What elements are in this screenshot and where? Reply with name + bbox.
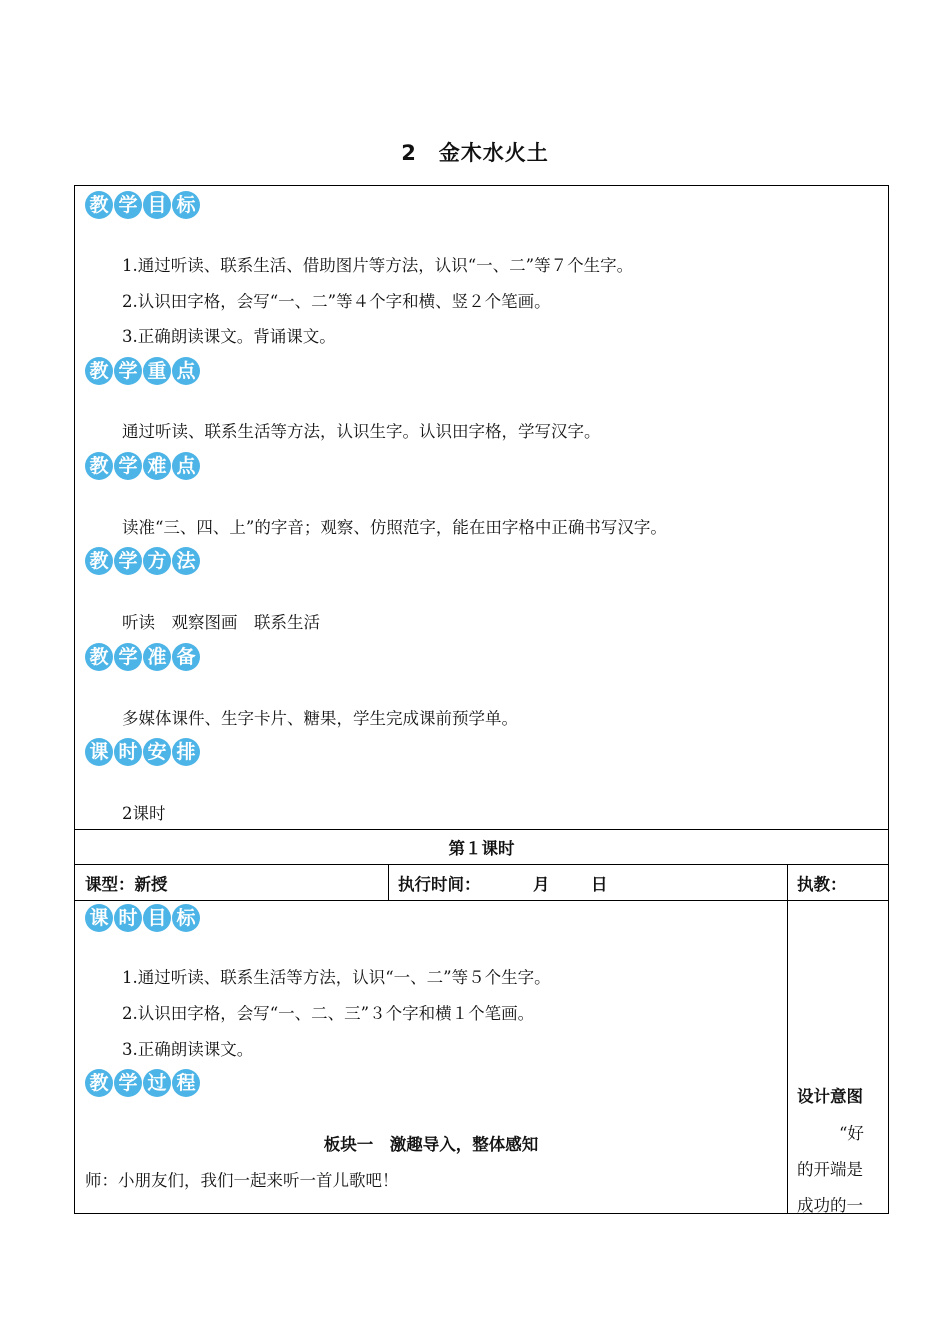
teaching-goals-badge: 教 学 目 标 xyxy=(85,191,200,219)
design-intent-line: “好 xyxy=(839,1124,864,1143)
page-title: 2 金木水火土 xyxy=(401,141,549,165)
design-intent-line: 的开端是 xyxy=(797,1160,863,1179)
key-points-text: 通过听读、联系生活等方法，认识生字。认识田字格，学写汉字。 xyxy=(122,422,601,441)
process-badge: 教 学 过 程 xyxy=(85,1069,200,1097)
lesson-type: 课型：新授 xyxy=(85,875,168,894)
lesson-plan-table xyxy=(74,185,889,1214)
divider xyxy=(75,864,888,865)
divider xyxy=(75,829,888,830)
difficulties-text: 读准“三、四、上”的字音；观察、仿照范字，能在田字格中正确书写汉字。 xyxy=(122,518,667,537)
goal-3: 3.正确朗读课文。背诵课文。 xyxy=(122,327,336,346)
divider xyxy=(75,900,888,901)
divider xyxy=(388,864,389,900)
difficulties-badge: 教 学 难 点 xyxy=(85,452,200,480)
exec-day: 日 xyxy=(591,875,608,894)
schedule-text: 2课时 xyxy=(122,804,166,823)
lesson-goal-2: 2.认识田字格，会写“一、二、三”３个字和横１个笔画。 xyxy=(122,1004,535,1023)
methods-badge: 教 学 方 法 xyxy=(85,547,200,575)
design-intent-title: 设计意图 xyxy=(797,1087,863,1106)
block-title: 板块一 激趣导入，整体感知 xyxy=(323,1135,539,1154)
teacher-label: 执教： xyxy=(797,875,847,894)
schedule-badge: 课 时 安 排 xyxy=(85,738,200,766)
divider xyxy=(787,864,788,1213)
preparation-text: 多媒体课件、生字卡片、糖果，学生完成课前预学单。 xyxy=(122,709,518,728)
goal-2: 2.认识田字格，会写“一、二”等４个字和横、竖２个笔画。 xyxy=(122,292,551,311)
preparation-badge: 教 学 准 备 xyxy=(85,643,200,671)
exec-month: 月 xyxy=(533,875,550,894)
goal-1: 1.通过听读、联系生活、借助图片等方法，认识“一、二”等７个生字。 xyxy=(122,256,634,275)
lesson-heading: 第１课时 xyxy=(448,839,515,858)
lesson-goals-badge: 课 时 目 标 xyxy=(85,904,200,932)
key-points-badge: 教 学 重 点 xyxy=(85,357,200,385)
design-intent-line: 成功的一 xyxy=(797,1196,863,1215)
teacher-line: 师：小朋友们，我们一起来听一首儿歌吧！ xyxy=(85,1171,399,1190)
lesson-goal-1: 1.通过听读、联系生活等方法，认识“一、二”等５个生字。 xyxy=(122,968,551,987)
lesson-goal-3: 3.正确朗读课文。 xyxy=(122,1040,254,1059)
methods-text: 听读 观察图画 联系生活 xyxy=(122,613,320,632)
exec-time-label: 执行时间： xyxy=(398,875,481,894)
